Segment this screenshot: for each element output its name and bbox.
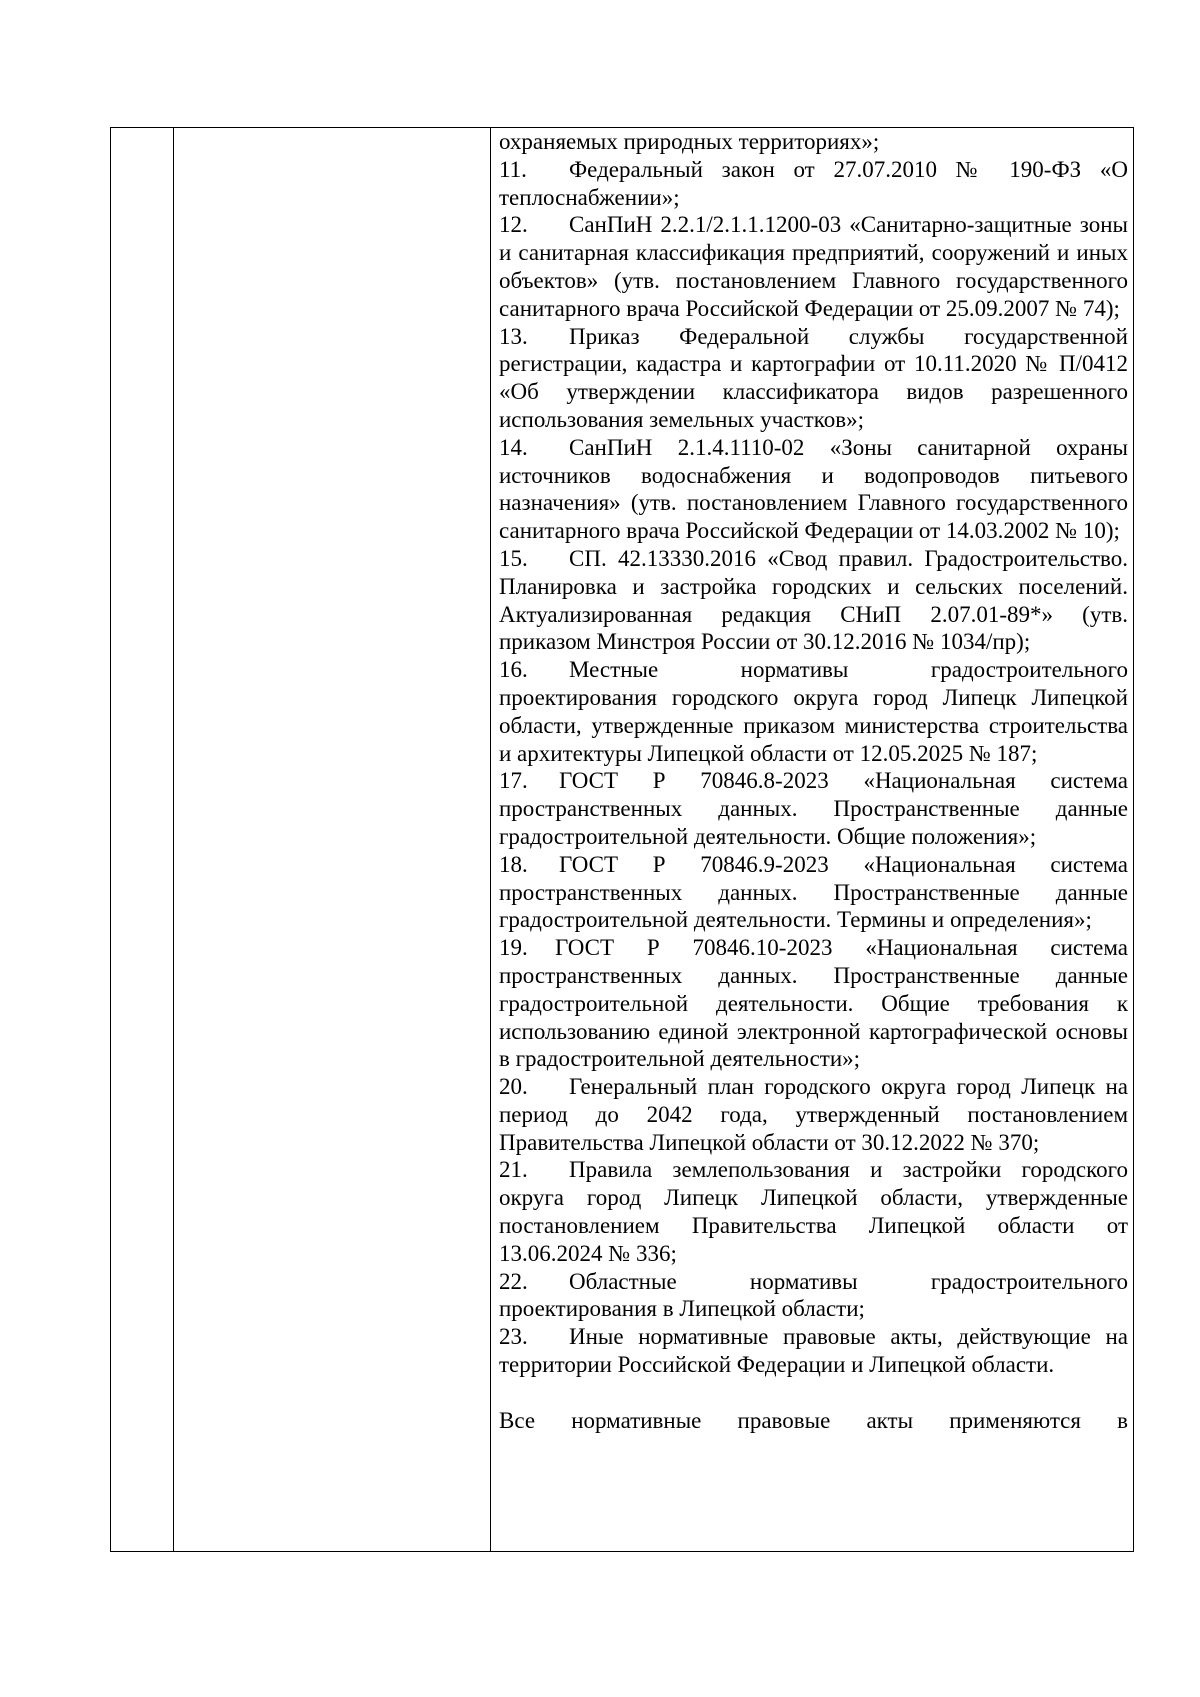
list-item-text: Местные нормативы градостроительного проектирования городского округа город Липецк Липецкой области, утвержденные приказом министерства строительства и архитектуры Липецкой области от 12.05.2025 № 187; [499, 657, 1128, 766]
paragraph-spacer [499, 1379, 1128, 1407]
list-item-number: 18. [499, 851, 528, 877]
list-item-number: 14. [499, 434, 528, 460]
list-item-text: ГОСТ Р 70846.8-2023 «Национальная система пространственных данных. Пространственные данные градостроительной деятельности. Общие положения»; [499, 768, 1128, 849]
list-item-number: 23. [499, 1324, 528, 1350]
list-item-text: Приказ Федеральной службы государственной регистрации, кадастра и картографии от 10.11.2020 № П/0412 «Об утверждении классификатора видов разрешенного использования земельных участков»; [499, 323, 1128, 432]
list-item-text: ГОСТ Р 70846.9-2023 «Национальная система пространственных данных. Пространственные данные градостроительной деятельности. Термины и определения»; [499, 851, 1128, 933]
list-item [499, 1268, 1128, 1324]
list-item [499, 767, 1128, 850]
list-item [499, 323, 1128, 434]
list-item-number: 12. [499, 212, 528, 238]
closing-line: Все нормативные правовые акты применяются в [499, 1407, 1128, 1433]
list-item-text: Федеральный закон от 27.07.2010 № 190-ФЗ «О теплоснабжении»; [499, 156, 1128, 210]
list-item-number: 13. [499, 323, 528, 349]
table-column-content [491, 128, 1133, 1551]
list-item [499, 434, 1128, 545]
table-column-name [174, 128, 491, 1551]
list-item [499, 1323, 1128, 1379]
list-item-number: 15. [499, 545, 528, 571]
list-item-number: 21. [499, 1157, 528, 1183]
list-item [499, 656, 1128, 767]
list-item-number: 20. [499, 1074, 528, 1100]
list-item-number: 22. [499, 1268, 528, 1294]
list-item-number: 19. [499, 935, 528, 961]
list-item-text: СП. 42.13330.2016 «Свод правил. Градостроительство. Планировка и застройка городских и сельских поселений. Актуализированная редакция СНиП 2.07.01-89*» (утв. приказом Минстроя России от 30.12.2016 № 1034/пр); [499, 545, 1128, 655]
list-item-text: Иные нормативные правовые акты, действующие на территории Российской Федерации и Липецкой области. [499, 1324, 1128, 1378]
intro-line: охраняемых природных территориях»; [499, 129, 880, 154]
list-item-number: 16. [499, 657, 528, 683]
list-item-text: Областные нормативы градостроительного проектирования в Липецкой области; [499, 1268, 1128, 1322]
list-item [499, 545, 1128, 656]
list-item-number: 11. [499, 156, 527, 182]
list-item [499, 851, 1128, 934]
list-item [499, 1073, 1128, 1156]
list-item-text: Генеральный план городского округа город Липецк на период до 2042 года, утвержденный постановлением Правительства Липецкой области от 30.12.2022 № 370; [499, 1074, 1128, 1155]
table-column-number [111, 128, 174, 1551]
list-item-text: СанПиН 2.1.4.1110-02 «Зоны санитарной охраны источников водоснабжения и водопроводов питьевого назначения» (утв. постановлением Главного государственного санитарного врача Российской Федерации от 14.03.2002 № 10); [499, 434, 1128, 544]
list-item [499, 1156, 1128, 1267]
list-item [499, 934, 1128, 1073]
list-item-text: Правила землепользования и застройки городского округа город Липецк Липецкой области, утвержденные постановлением Правительства Липецкой области от 13.06.2024 № 336; [499, 1157, 1128, 1266]
list-item [499, 211, 1128, 322]
list-item-text: СанПиН 2.2.1/2.1.1.1200-03 «Санитарно-защитные зоны и санитарная классификация предприятий, сооружений и иных объектов» (утв. постановлением Главного государственного санитарного врача Российской Федерации от 25.09.2007 № 74); [499, 212, 1128, 321]
list-item-text: ГОСТ Р 70846.10-2023 «Национальная система пространственных данных. Пространственные данные градостроительной деятельности. Общие требования к использованию единой электронной картографической основы в градостроительной деятельности»; [499, 935, 1128, 1072]
document-table [110, 127, 1134, 1552]
list-item-number: 17. [499, 768, 528, 794]
list-item [499, 156, 1128, 212]
